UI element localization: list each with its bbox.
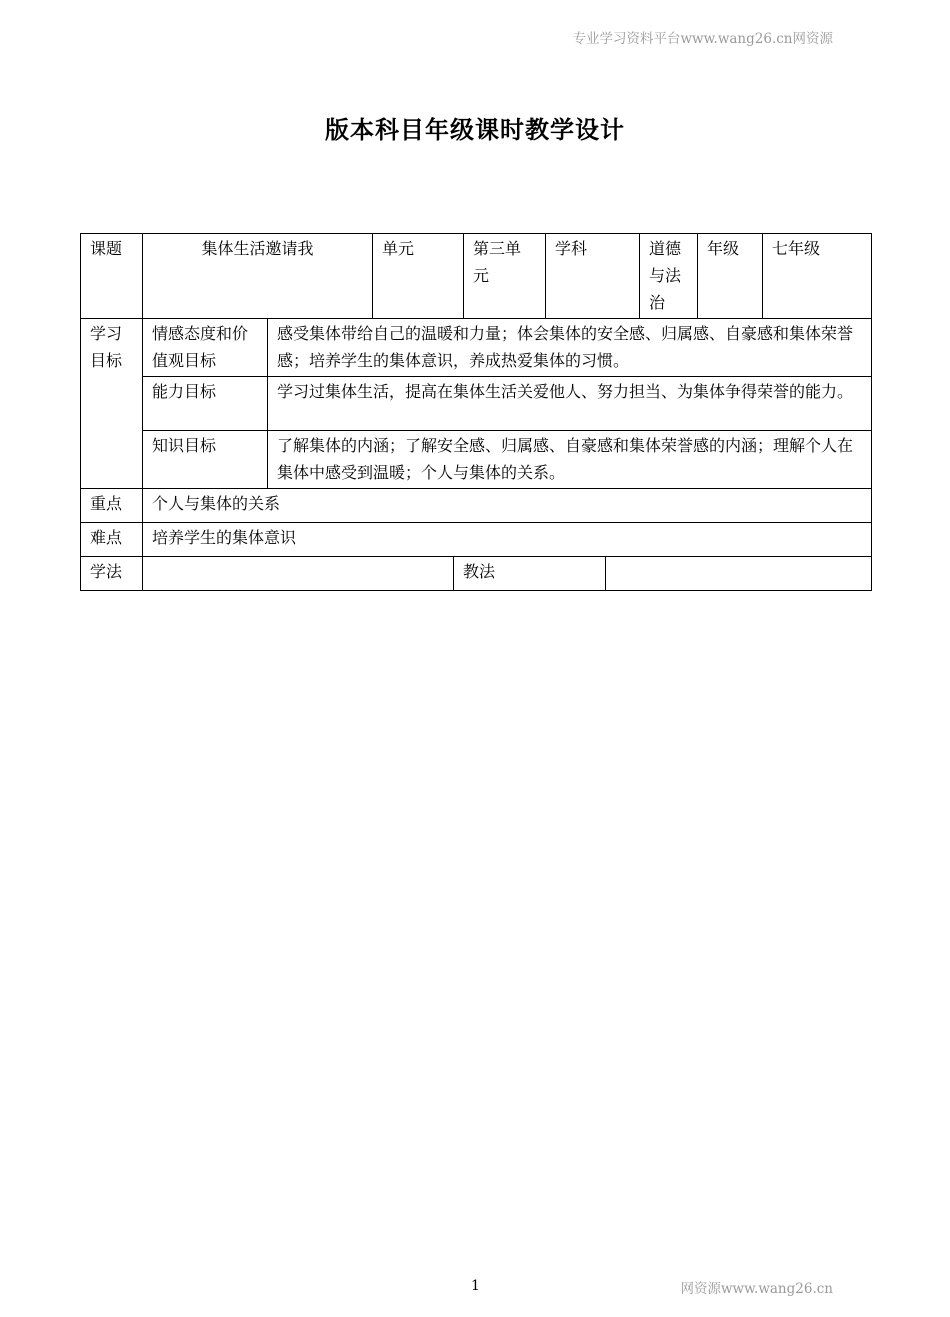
grade-label: 年级 <box>698 234 763 319</box>
topic-value: 集体生活邀请我 <box>143 234 373 319</box>
ability-objective-label: 能力目标 <box>143 377 268 431</box>
header-watermark-text: 专业学习资料平台www.wang26.cn网资源 <box>572 31 833 47</box>
lesson-design-table <box>80 233 872 591</box>
difficulty-label: 难点 <box>81 523 143 557</box>
topic-label: 课题 <box>81 234 143 319</box>
page-title: 版本科目年级课时教学设计 <box>325 116 625 144</box>
subject-label: 学科 <box>546 234 640 319</box>
table-row-methods <box>81 557 872 591</box>
study-method-label: 学法 <box>81 557 143 591</box>
page-number: 1 <box>471 1278 480 1294</box>
teaching-method-value <box>606 557 872 591</box>
table-row-knowledge-objective <box>81 431 872 489</box>
knowledge-objective-value: 了解集体的内涵；了解安全感、归属感、自豪感和集体荣誉感的内涵；理解个人在集体中感受到温暖；个人与集体的关系。 <box>268 431 872 489</box>
study-method-value <box>143 557 454 591</box>
table-row-key-point <box>81 489 872 523</box>
grade-value: 七年级 <box>763 234 872 319</box>
difficulty-value: 培养学生的集体意识 <box>143 523 872 557</box>
subject-value: 道德与法治 <box>640 234 698 319</box>
knowledge-objective-label: 知识目标 <box>143 431 268 489</box>
table-row-emotion-objective <box>81 319 872 377</box>
table-row-header <box>81 234 872 319</box>
emotion-objective-value: 感受集体带给自己的温暖和力量；体会集体的安全感、归属感、自豪感和集体荣誉感；培养学生的集体意识，养成热爱集体的习惯。 <box>268 319 872 377</box>
unit-label: 单元 <box>373 234 464 319</box>
objectives-label: 学习目标 <box>81 319 143 489</box>
ability-objective-value: 学习过集体生活，提高在集体生活关爱他人、努力担当、为集体争得荣誉的能力。 <box>268 377 872 431</box>
emotion-objective-label: 情感态度和价值观目标 <box>143 319 268 377</box>
table-row-ability-objective <box>81 377 872 431</box>
key-point-value: 个人与集体的关系 <box>143 489 872 523</box>
teaching-method-label: 教法 <box>454 557 606 591</box>
unit-value: 第三单元 <box>464 234 546 319</box>
table-row-difficulty <box>81 523 872 557</box>
key-point-label: 重点 <box>81 489 143 523</box>
footer-watermark-text: 网资源www.wang26.cn <box>680 1281 833 1297</box>
